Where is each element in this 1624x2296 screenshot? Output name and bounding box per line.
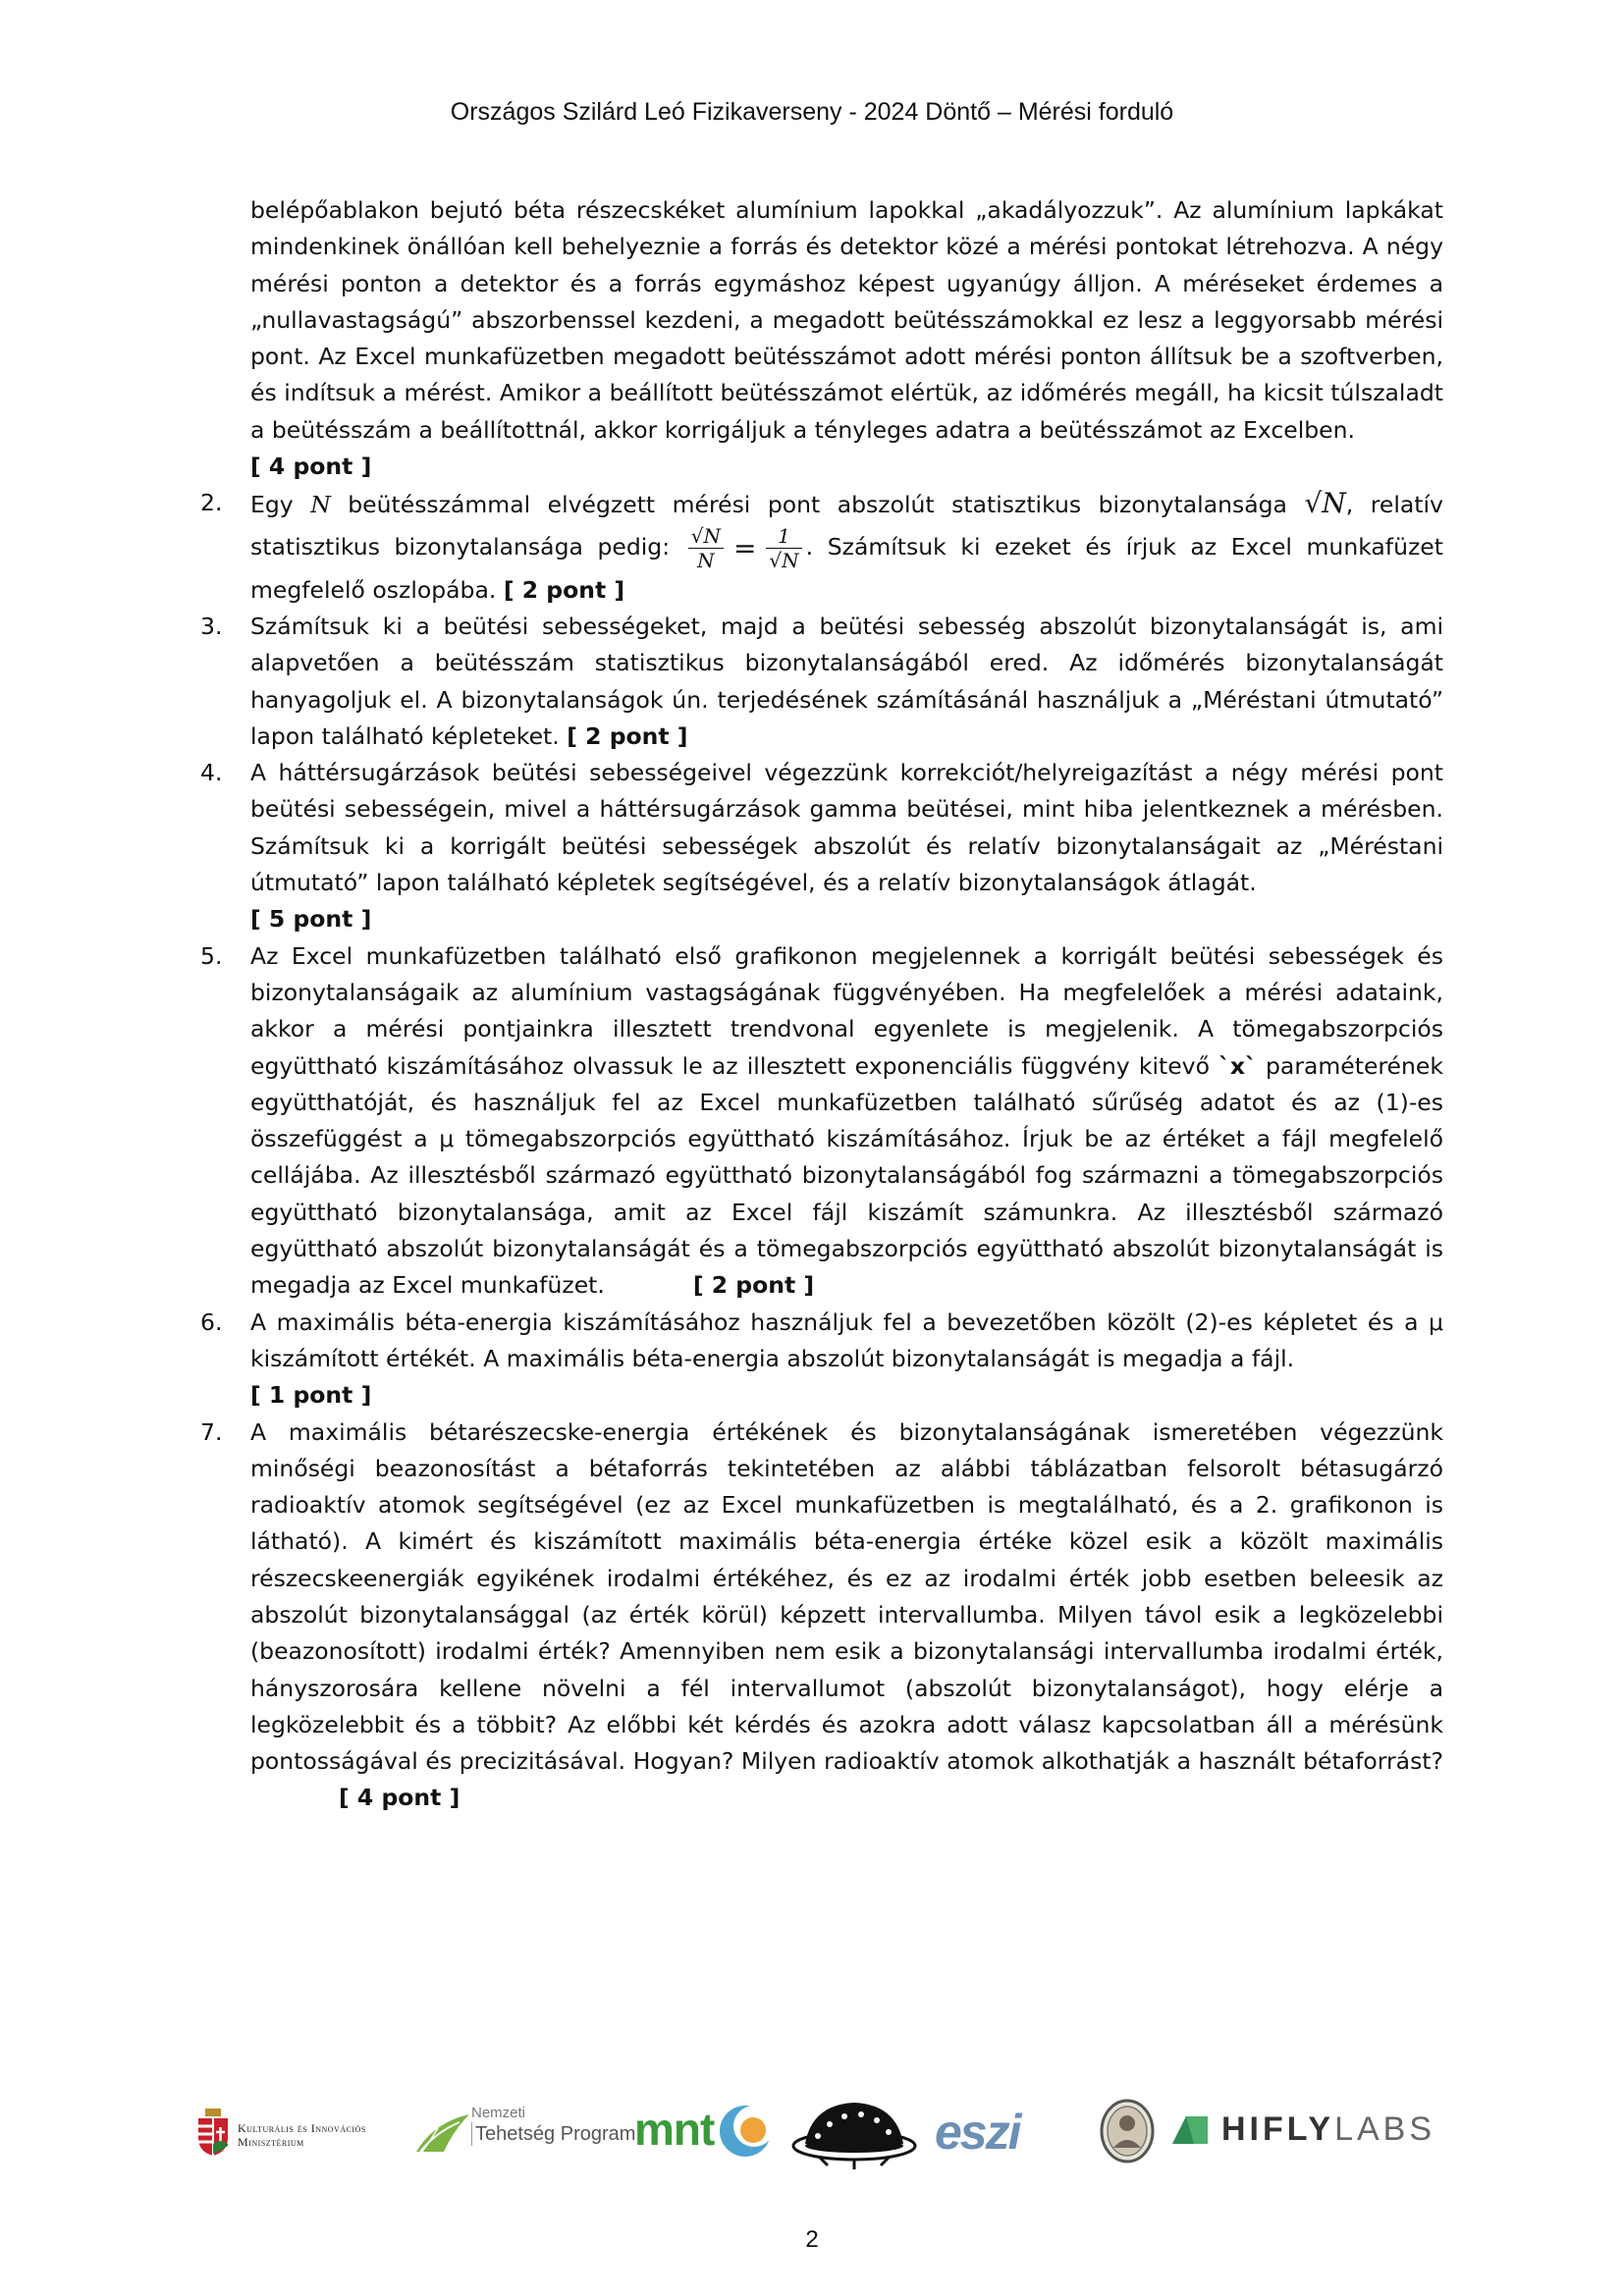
planetarium-logo: [790, 2097, 918, 2176]
mnt-logo: [634, 2104, 715, 2155]
mnt-text: mnt: [634, 2104, 715, 2155]
fraction-sqrtn-over-n: $\frac{√N}{N}$: [688, 524, 724, 572]
intro-paragraph: [200, 192, 1443, 485]
hiflylabs-shape-icon: [1168, 2110, 1212, 2150]
equals-sign: =: [732, 531, 757, 564]
list-item-3: 3. Számítsuk ki a beütési sebességeket, majd a beütési sebesség abszolút bizonytalanságát is, ami alapvetően a beütésszám statisztikus bizonytalanságából ered. Az időmérés bizonytalanságát hanyagoljuk el. A bizonytalanságok ún. terjedésének számításánál használjuk a „Méréstani útmutató” lapon található képleteket. [ 2 pont ]: [200, 609, 1443, 755]
eszi-text: eszi: [935, 2105, 1020, 2160]
crescent-circle-icon: [717, 2103, 774, 2160]
document-body: [200, 192, 1443, 1817]
page-header: Országos Szilárd Leó Fizikaverseny - 2024 Döntő – Mérési forduló: [450, 98, 1174, 126]
points-label: [ 2 pont ]: [692, 1271, 815, 1300]
kim-line2: Minisztérium: [238, 2135, 304, 2149]
planetarium-dome-icon: [790, 2097, 918, 2171]
crescent-logo: [717, 2103, 774, 2164]
list-item-4: 4. A háttérsugárzások beütési sebességeivel végezzünk korrekciót/helyreigazítást a négy mérési pont beütési sebességein, mivel a háttérsugárzások gamma beütései, mint hiba jelentkeznek a mérésben. Számítsuk ki a korrigált beütési sebességek abszolút és relatív bizonytalanságait az „Méréstani útmutató” lapon található képletek segítségével, és a relatív bizonytalanságok átlagát. [ 5 pont ]: [200, 755, 1443, 937]
fraction-one-over-sqrtn: $\frac{1}{√N}$: [766, 524, 801, 572]
ntp-line1: Nemzeti: [471, 2105, 526, 2121]
intro-text: belépőablakon bejutó béta részecskéket alumínium lapokkal „akadályozzuk”. Az alumínium lapkákat mindenkinek önállóan kell behelyeznie a forrás és detektor közé a mérési pontokat létrehozva. A négy mérési ponton a detektor és a forrás egymáshoz képest ugyanúgy álljon. A méréseket érdemes a „nullavastagságú” abszorbenssel kezdeni, a megadott beütésszámokkal ez lesz a leggyorsabb mérési pont. Az Excel munkafüzetben megadott beütésszámot adott mérési ponton állítsuk be a szoftverben, és indítsuk a mérést. Amikor a beállított beütésszámot elértük, az időmérés megáll, ha kicsit túlszaladt a beütésszám a beállítottnál, akkor korrigáljuk a tényleges adatra a beütésszámot az Excelben.: [250, 196, 1443, 444]
kim-line1: Kulturális és Innovációs: [238, 2121, 366, 2135]
list-number: 6.: [200, 1308, 223, 1336]
sqrt-n-formula: √N: [1304, 487, 1346, 520]
points-label: [ 2 pont ]: [567, 721, 688, 750]
list-number: 3.: [200, 612, 223, 640]
points-label: [ 2 pont ]: [503, 575, 625, 604]
list-item-6: 6. A maximális béta-energia kiszámításához használjuk fel a bevezetőben közölt (2)-es képletet és a μ kiszámított értékét. A maximális béta-energia abszolút bizonytalanságát is megadja a fájl. [ 1 pont ]: [200, 1305, 1443, 1415]
ntp-line2: Tehetség Program: [471, 2122, 648, 2146]
exponent-x-code: `x`: [1218, 1051, 1257, 1080]
list-number: 7.: [200, 1417, 223, 1446]
list-item-7: 7. A maximális bétarészecske-energia értékének és bizonytalanságának ismeretében végezzünk minőségi beazonosítást a bétaforrás tekintetében az alábbi táblázatban felsorolt bétasugárzó radioaktív atomok segítségével (ez az Excel munkafüzetben is megtalálható, és a 2. grafikonon is látható). A kimért és kiszámított maximális béta-energia értéke közel esik a közölt maximális részecskeenergiák egyikének irodalmi értékéhez, és ez az irodalmi érték jobb esetben beleesik az abszolút bizonytalansággal (az érték körül) képzett intervallumba. Milyen távol esik a legközelebbi (beazonosított) irodalmi érték? Amennyiben nem esik a bizonytalansági intervallumba irodalmi érték, hányszorosára kellene növelni a fél intervallumot (abszolút bizonytalanságot), hogy elérje a legközelebbit és a többit? Az előbbi két kérdés és azokra adott válasz kapcsolatban áll a mérésünk pontosságával és precizitásával. Hogyan? Milyen radioaktív atomok alkothatják a használt bétaforrást?[ 4 pont ]: [200, 1415, 1443, 1817]
hifly-text: HIFLY: [1221, 2110, 1335, 2148]
hungarian-coat-of-arms-icon: [196, 2109, 230, 2156]
ntp-leaf-icon: [414, 2109, 471, 2158]
list-number: 5.: [200, 941, 223, 970]
list-number: 2.: [200, 489, 223, 517]
list-number: 4.: [200, 759, 223, 787]
page-number: 2: [805, 2226, 819, 2253]
points-label: [ 1 pont ]: [250, 1381, 372, 1410]
eszi-logo: [935, 2105, 1020, 2160]
points-label: [ 5 pont ]: [250, 905, 372, 934]
sponsor-logos: [196, 2091, 1443, 2179]
labs-text: LABS: [1334, 2110, 1436, 2148]
portrait-medallion-logo: [1100, 2099, 1155, 2168]
variable-n: N: [310, 491, 331, 519]
points-label: [ 4 pont ]: [339, 1784, 460, 1812]
list-item-5: 5. Az Excel munkafüzetben található első grafikonon megjelennek a korrigált beütési sebességek és bizonytalanságaik az alumínium vastagságának függvényében. Ha megfelelőek a mérési adataink, akkor a mérési pontjainkra illesztett trendvonal egyenlete is megjelenik. A tömegabszorpciós együttható kiszámításához olvassuk le az illesztett exponenciális függvény kitevő `x` paraméterének együtthatóját, és használjuk fel az Excel munkafüzetben található sűrűség adatot és az (1)-es összefüggést a μ tömegabszorpciós együttható kiszámításához. Írjuk be az értéket a fájl megfelelő cellájába. Az illesztésből származó együttható bizonytalanságából fog származni a tömegabszorpciós együttható bizonytalansága, amit az Excel fájl kiszámít számunkra. Az illesztésből származó együttható abszolút bizonytalanságát és a tömegabszorpciós együttható abszolút bizonytalanságát is megadja az Excel munkafüzet. [ 2 pont ]: [200, 938, 1443, 1305]
list-item-2: 2. Egy N beütésszámmal elvégzett mérési pont abszolút statisztikus bizonytalansága √N, relatív statisztikus bizonytalansága pedig: $\frac{√N}{N}$ = $\frac{1}{√N}$ . Számítsuk ki ezeket és írjuk az Excel munkafüzet megfelelő oszlopába. [ 2 pont ]: [200, 487, 1443, 604]
portrait-medallion-icon: [1100, 2099, 1155, 2163]
points-label: [ 4 pont ]: [250, 453, 372, 481]
